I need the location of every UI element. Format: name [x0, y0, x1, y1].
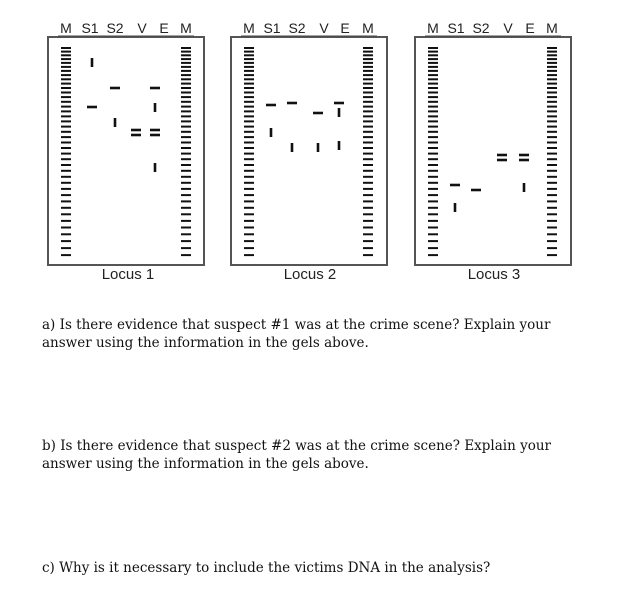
locus-label: Locus 3 [467, 266, 521, 283]
locus-label: Locus 2 [283, 266, 337, 283]
lane-label-s1: S1 [447, 20, 465, 36]
lane-label-v: V [137, 20, 147, 36]
lane-label-m: M [243, 20, 255, 36]
question-b: b) Is there evidence that suspect #2 was at the crime scene? Explain your answer using the information in the gels above. [42, 438, 552, 472]
lane-label-m: M [427, 20, 439, 36]
lane-label-m: M [60, 20, 72, 36]
lane-label-s1: S1 [263, 20, 281, 36]
locus-label: Locus 1 [101, 266, 155, 283]
gel-frame [48, 37, 204, 265]
question-a: a) Is there evidence that suspect #1 was at the crime scene? Explain your answer using the information in the gels above. [42, 317, 551, 351]
lane-label-s2: S2 [288, 20, 306, 36]
lane-label-e: E [159, 20, 169, 36]
gel-locus-2 [231, 20, 387, 283]
gel-locus-3 [415, 20, 571, 283]
lane-label-m: M [362, 20, 374, 36]
lane-label-v: V [319, 20, 329, 36]
lane-label-e: E [340, 20, 350, 36]
lane-label-s1: S1 [81, 20, 99, 36]
gel-locus-1 [48, 20, 204, 283]
lane-label-e: E [525, 20, 535, 36]
question-c: c) Why is it necessary to include the victims DNA in the analysis? [42, 560, 491, 576]
lane-label-v: V [503, 20, 513, 36]
gel-figures [0, 0, 634, 290]
lane-label-s2: S2 [472, 20, 490, 36]
lane-label-s2: S2 [106, 20, 124, 36]
lane-label-m: M [180, 20, 192, 36]
lane-label-m: M [546, 20, 558, 36]
